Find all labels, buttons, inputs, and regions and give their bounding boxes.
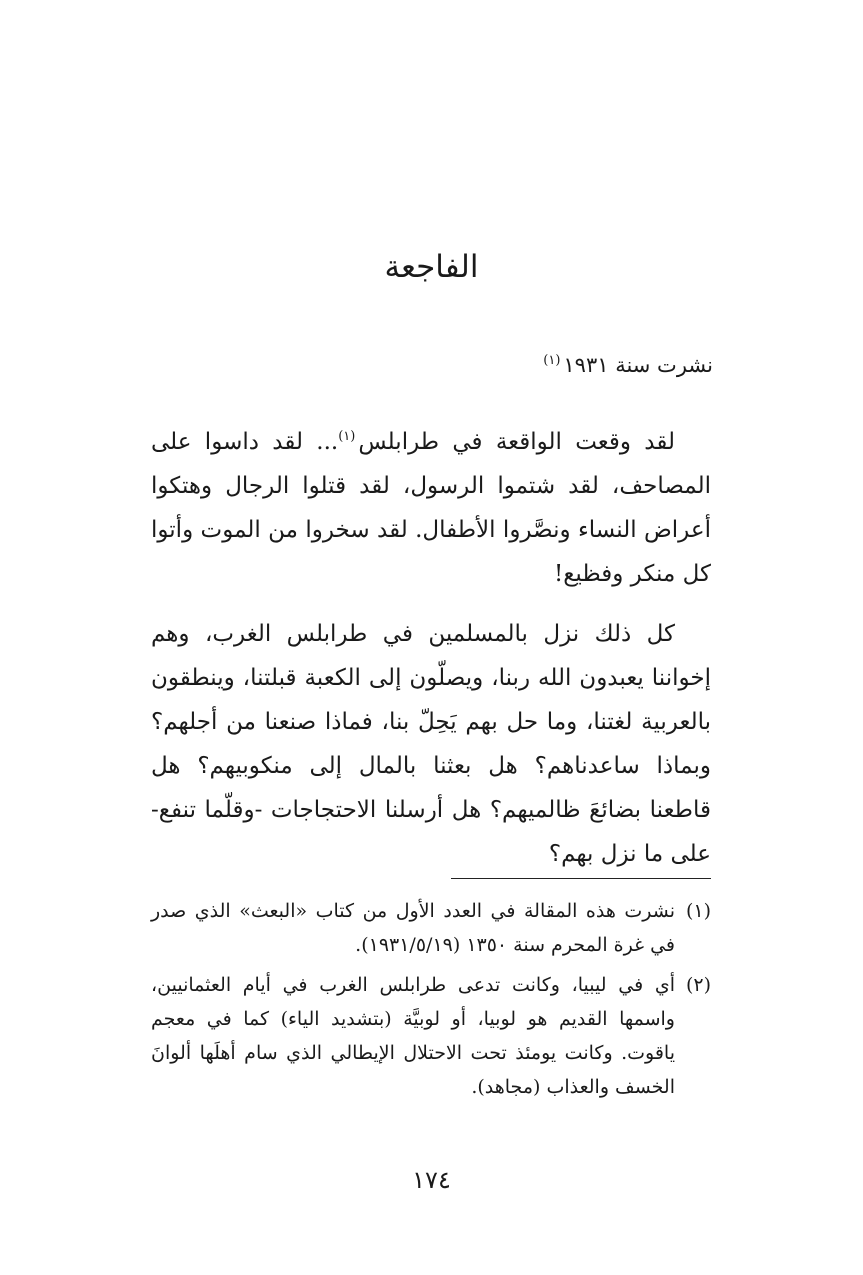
footnote <box>151 894 711 962</box>
footnote-text: أي في ليبيا، وكانت تدعى طرابلس الغرب في أيام العثمانيين، واسمها القديم هو لوبيا، أو لوبيَّة (بتشديد الياء) كما في معجم ياقوت. وكانت يومئذ تحت الاحتلال الإيطالي الذي سام أهلَها ألوانَ الخسف والعذاب (مجاهد). <box>151 974 675 1098</box>
paragraph-text: لقد وقعت الواقعة في طرابلس <box>358 429 676 455</box>
footnote-number: (١) <box>685 900 711 922</box>
footnote-number: (٢) <box>685 974 711 996</box>
paragraph: كل ذلك نزل بالمسلمين في طرابلس الغرب، وهم إخواننا يعبدون الله ربنا، ويصلّون إلى الكعبة قبلتنا، وينطقون بالعربية لغتنا، وما حل بهم يَحِلّ بنا، فماذا صنعنا من أجلهم؟ وبماذا ساعدناهم؟ هل بعثنا بالمال إلى منكوبيهم؟ هل قاطعنا بضائعَ ظالميهم؟ هل أرسلنا الاحتجاجات -وقلّما تنفع- على ما نزل بهم؟ <box>151 621 711 867</box>
footnotes <box>151 894 711 1110</box>
body-text <box>151 420 711 892</box>
footnote-reference: (١) <box>338 429 356 445</box>
paragraph <box>151 420 711 596</box>
publication-note <box>543 348 713 382</box>
footnote-reference: (١) <box>543 353 561 368</box>
page-number: ١٧٤ <box>412 1166 451 1194</box>
paragraph-text: ... لقد داسوا على المصاحف، لقد شتموا الرسول، لقد قتلوا الرجال وهتكوا أعراض النساء ونصَّروا الأطفال. لقد سخروا من الموت وأتوا كل منكر وفظيع! <box>151 429 711 587</box>
publication-note-text: نشرت سنة ١٩٣١ <box>563 353 713 377</box>
chapter-title: الفاجعة <box>384 249 479 285</box>
footnote-text: نشرت هذه المقالة في العدد الأول من كتاب «البعث» الذي صدر في غرة المحرم سنة ١٣٥٠ (١٩٣١/٥/١٩). <box>151 900 675 956</box>
footnote <box>151 968 711 1104</box>
footnote-divider <box>451 878 711 879</box>
